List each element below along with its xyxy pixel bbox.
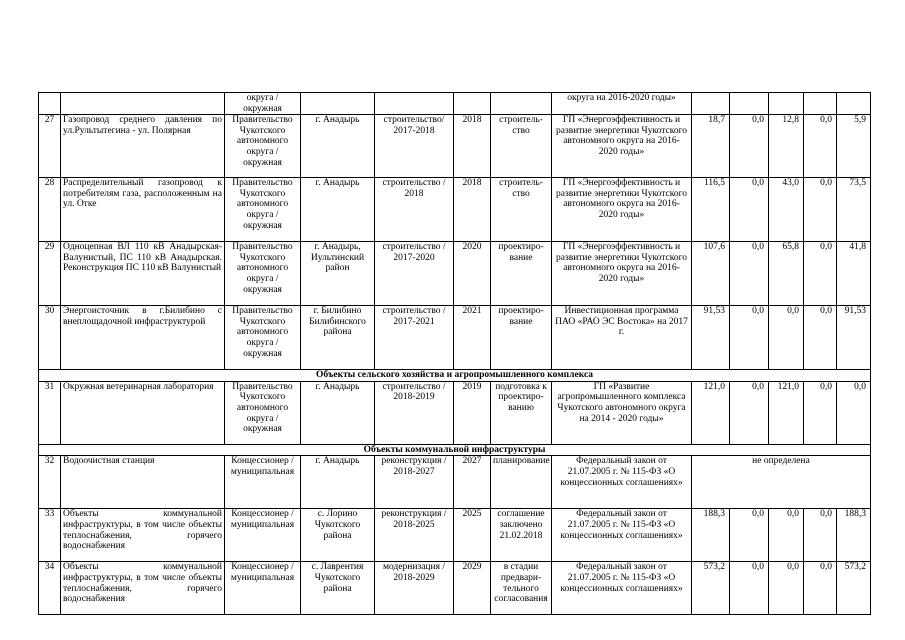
source-cell: ГП «Развитие агропромышленного комплекса Чукотского автономного округа на 2014 - 2020 годы» [552, 381, 692, 444]
financing-value: 0,0 [804, 509, 837, 562]
financing-value: 0,0 [769, 562, 804, 615]
financing-value: 0,0 [804, 306, 837, 370]
org-cell: Правительство Чукотского автономного округа / окружная [225, 306, 301, 370]
financing-value: 0,0 [730, 562, 769, 615]
row-number: 28 [39, 178, 61, 242]
financing-value: 107,6 [692, 242, 730, 306]
financing-value: 0,0 [730, 115, 769, 178]
location-cell: с. Лорино Чукотского района [301, 509, 375, 562]
location-cell: с. Лаврентия Чукотского района [301, 562, 375, 615]
stage-cell: подготовка к проектиро-ванию [491, 381, 552, 444]
financing-value: 73,5 [837, 178, 871, 242]
work-type-cell: строительство / 2018-2019 [375, 381, 454, 444]
section-title: Объекты сельского хозяйства и агропромышленного комплекса [39, 370, 871, 382]
row-number: 34 [39, 562, 61, 615]
section-header-row [39, 370, 871, 382]
work-type-cell: строительство / 2017-2021 [375, 306, 454, 370]
financing-value: 0,0 [769, 306, 804, 370]
financing-value: 0,0 [804, 562, 837, 615]
org-cell: Правительство Чукотского автономного округа / окружная [225, 115, 301, 178]
row-number: 30 [39, 306, 61, 370]
table-row [39, 115, 871, 178]
financing-value: 43,0 [769, 178, 804, 242]
table-row-continued [39, 93, 871, 115]
year-cell: 2027 [454, 456, 491, 509]
financing-value: 0,0 [804, 381, 837, 444]
financing-value: 41,8 [837, 242, 871, 306]
object-name: Объекты коммунальной инфраструктуры, в том числе объекты теплоснабжения, горячего водоснабжения [61, 562, 225, 615]
table-row [39, 456, 871, 509]
stage-cell: соглашение заключено 21.02.2018 [491, 509, 552, 562]
stage-cell: проектиро-вание [491, 306, 552, 370]
org-cell: Концессионер / муниципальная [225, 456, 301, 509]
source-cell: округа на 2016-2020 годы» [552, 93, 692, 115]
source-cell: ГП «Энергоэффективность и развитие энергетики Чукотского автономного округа на 2016-2020 годы» [552, 242, 692, 306]
financing-value: 116,5 [692, 178, 730, 242]
financing-value: 0,0 [730, 509, 769, 562]
work-type-cell: реконструкция / 2018-2025 [375, 509, 454, 562]
work-type-cell: строительство / 2018 [375, 178, 454, 242]
financing-value: 91,53 [692, 306, 730, 370]
source-cell: ГП «Энергоэффективность и развитие энергетики Чукотского автономного округа на 2016-2020 годы» [552, 115, 692, 178]
year-cell: 2018 [454, 115, 491, 178]
source-cell: Федеральный закон от 21.07.2005 г. № 115-ФЗ «О концессионных соглашениях» [552, 509, 692, 562]
row-number: 33 [39, 509, 61, 562]
financing-value: 121,0 [692, 381, 730, 444]
table-row [39, 562, 871, 615]
org-cell: Концессионер / муниципальная [225, 509, 301, 562]
org-cell: Правительство Чукотского автономного округа / окружная [225, 178, 301, 242]
document-page [38, 92, 870, 615]
object-name: Газопровод среднего давления по ул.Рультытегина - ул. Полярная [61, 115, 225, 178]
financing-value: 188,3 [837, 509, 871, 562]
stage-cell: строитель-ство [491, 178, 552, 242]
object-name: Одноцепная ВЛ 110 кВ Анадырская-Валунистый, ПС 110 кВ Анадырская. Реконструкция ПС 110 кВ Валунистый [61, 242, 225, 306]
source-cell: Федеральный закон от 21.07.2005 г. № 115-ФЗ «О концессионных соглашениях» [552, 562, 692, 615]
work-type-cell: модернизация / 2018-2029 [375, 562, 454, 615]
table-row [39, 178, 871, 242]
financing-note: не определена [692, 456, 871, 509]
financing-value: 0,0 [730, 242, 769, 306]
table-row [39, 242, 871, 306]
financing-value: 0,0 [730, 178, 769, 242]
stage-cell: проектиро-вание [491, 242, 552, 306]
org-cell: Концессионер / муниципальная [225, 562, 301, 615]
financing-value: 573,2 [692, 562, 730, 615]
work-type-cell: строительство/ 2017-2018 [375, 115, 454, 178]
financing-value: 121,0 [769, 381, 804, 444]
row-number: 31 [39, 381, 61, 444]
table-row [39, 509, 871, 562]
financing-value: 12,8 [769, 115, 804, 178]
location-cell: г. Анадырь [301, 456, 375, 509]
row-number: 27 [39, 115, 61, 178]
section-header-row [39, 444, 871, 456]
financing-value: 5,9 [837, 115, 871, 178]
financing-value: 0,0 [804, 242, 837, 306]
year-cell: 2020 [454, 242, 491, 306]
location-cell: г. Анадырь [301, 115, 375, 178]
financing-value: 188,3 [692, 509, 730, 562]
financing-value: 0,0 [837, 381, 871, 444]
source-cell: ГП «Энергоэффективность и развитие энергетики Чукотского автономного округа на 2016-2020 годы» [552, 178, 692, 242]
org-cell: Правительство Чукотского автономного округа / окружная [225, 381, 301, 444]
source-cell: Инвестиционная программа ПАО «РАО ЭС Востока» на 2017 г. [552, 306, 692, 370]
financing-value: 0,0 [730, 381, 769, 444]
financing-value: 0,0 [730, 306, 769, 370]
investment-objects-table [38, 92, 871, 615]
year-cell: 2029 [454, 562, 491, 615]
location-cell: г. Анадырь [301, 178, 375, 242]
year-cell: 2025 [454, 509, 491, 562]
stage-cell: планирование [491, 456, 552, 509]
source-cell: Федеральный закон от 21.07.2005 г. № 115-ФЗ «О концессионных соглашениях» [552, 456, 692, 509]
financing-value: 0,0 [769, 509, 804, 562]
row-number: 29 [39, 242, 61, 306]
financing-value: 0,0 [804, 115, 837, 178]
object-name: Энергоисточник в г.Билибино с внеплощадочной инфраструктурой [61, 306, 225, 370]
object-name: Водоочистная станция [61, 456, 225, 509]
stage-cell: строитель-ство [491, 115, 552, 178]
financing-value: 0,0 [804, 178, 837, 242]
section-title: Объекты коммунальной инфраструктуры [39, 444, 871, 456]
org-cell: Правительство Чукотского автономного округа / окружная [225, 242, 301, 306]
work-type-cell: строительство / 2017-2020 [375, 242, 454, 306]
financing-value: 18,7 [692, 115, 730, 178]
object-name: Распределительный газопровод к потребителям газа, расположенным на ул. Отке [61, 178, 225, 242]
financing-value: 91,53 [837, 306, 871, 370]
stage-cell: в стадии предвари-тельного согласования [491, 562, 552, 615]
table-row [39, 306, 871, 370]
org-cell: округа / окружная [225, 93, 301, 115]
financing-value: 573,2 [837, 562, 871, 615]
year-cell: 2021 [454, 306, 491, 370]
financing-value: 65,8 [769, 242, 804, 306]
year-cell: 2019 [454, 381, 491, 444]
row-number: 32 [39, 456, 61, 509]
object-name: Объекты коммунальной инфраструктуры, в том числе объекты теплоснабжения, горячего водоснабжения [61, 509, 225, 562]
work-type-cell: реконструкция / 2018-2027 [375, 456, 454, 509]
table-row [39, 381, 871, 444]
location-cell: г. Анадырь, Иультинский район [301, 242, 375, 306]
year-cell: 2018 [454, 178, 491, 242]
object-name: Окружная ветеринарная лаборатория [61, 381, 225, 444]
location-cell: г. Билибино Билибинского района [301, 306, 375, 370]
location-cell: г. Анадырь [301, 381, 375, 444]
